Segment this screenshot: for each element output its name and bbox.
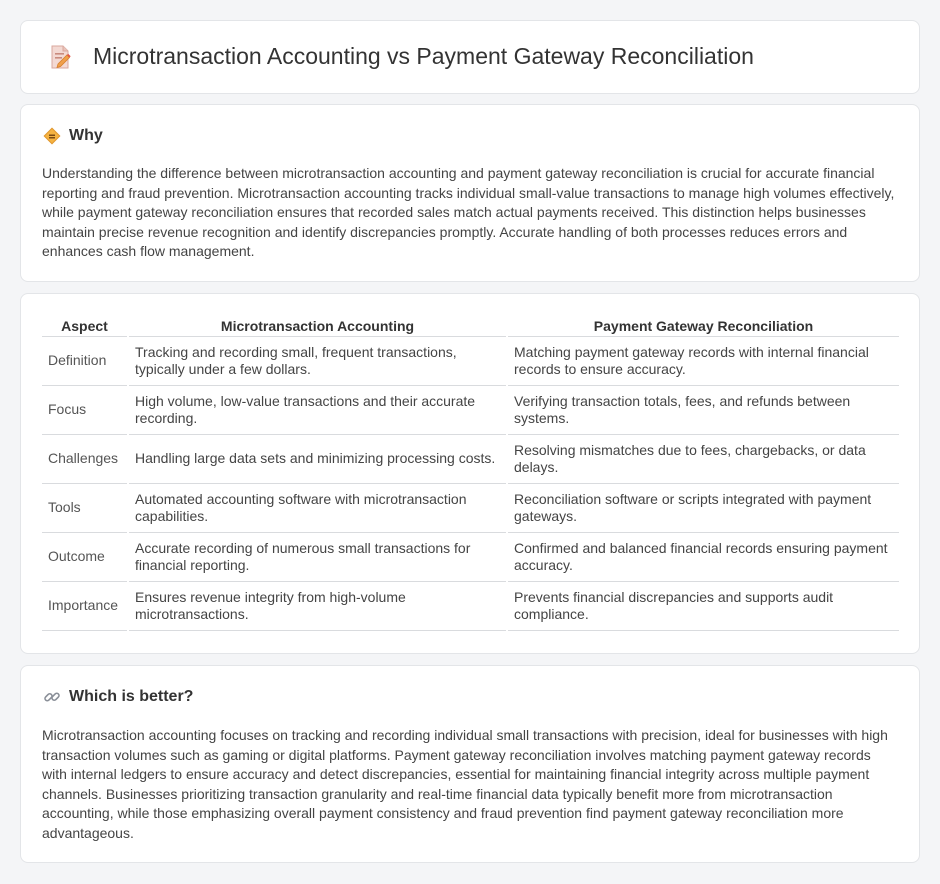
gateway-cell: Matching payment gateway records with internal financial records to ensure accuracy. — [507, 337, 899, 386]
header-aspect: Aspect — [42, 314, 128, 337]
table-row — [42, 337, 899, 386]
which-is-better-section — [20, 665, 920, 863]
microtransaction-cell: Accurate recording of numerous small transactions for financial reporting. — [128, 533, 507, 582]
link-icon — [43, 688, 61, 706]
gateway-cell: Resolving mismatches due to fees, chargebacks, or data delays. — [507, 435, 899, 484]
table-row — [42, 533, 899, 582]
why-heading: Why — [69, 127, 103, 144]
title-row — [47, 43, 754, 70]
aspect-cell: Focus — [42, 386, 128, 435]
microtransaction-cell: Automated accounting software with microtransaction capabilities. — [128, 484, 507, 533]
comparison-section — [20, 293, 920, 654]
better-paragraph: Microtransaction accounting focuses on tracking and recording individual small transactions with precision, ideal for businesses with high transaction volumes such as gaming or digital platforms. Payment gateway reconciliation involves matching payment gateway records with internal ledgers to ensure accuracy and detect discrepancies, essential for maintaining financial integrity across multiple payment channels. Businesses prioritizing transaction granularity and real-time financial data typically benefit more from microtransaction accounting, while those emphasizing overall payment consistency and fraud prevention find payment gateway reconciliation more advantageous. — [42, 727, 888, 841]
table-row — [42, 386, 899, 435]
why-heading-row — [43, 127, 103, 145]
why-paragraph: Understanding the difference between microtransaction accounting and payment gateway reconciliation is crucial for accurate financial reporting and fraud prevention. Microtransaction accounting tracks individual small-value transactions to manage high volumes effectively, while payment gateway reconciliation ensures that recorded sales match actual payments received. This distinction helps businesses maintain precise revenue recognition and identify discrepancies promptly. Accurate handling of both processes reduces errors and enhances cash flow management. — [42, 165, 895, 260]
header-gateway: Payment Gateway Reconciliation — [507, 314, 899, 337]
aspect-cell: Outcome — [42, 533, 128, 582]
table-row — [42, 484, 899, 533]
gateway-cell: Reconciliation software or scripts integrated with payment gateways. — [507, 484, 899, 533]
comparison-table — [42, 314, 899, 631]
edit-document-icon — [47, 44, 73, 70]
aspect-cell: Definition — [42, 337, 128, 386]
table-row — [42, 582, 899, 631]
title-card — [20, 20, 920, 94]
page-title: Microtransaction Accounting vs Payment Gateway Reconciliation — [93, 43, 754, 69]
aspect-cell: Tools — [42, 484, 128, 533]
aspect-cell: Challenges — [42, 435, 128, 484]
microtransaction-cell: High volume, low-value transactions and their accurate recording. — [128, 386, 507, 435]
microtransaction-cell: Tracking and recording small, frequent transactions, typically under a few dollars. — [128, 337, 507, 386]
diamond-warning-icon — [43, 127, 61, 145]
better-heading-row — [43, 688, 193, 706]
why-section — [20, 104, 920, 282]
better-heading: Which is better? — [69, 688, 194, 705]
aspect-cell: Importance — [42, 582, 128, 631]
header-microtransaction: Microtransaction Accounting — [128, 314, 507, 337]
gateway-cell: Prevents financial discrepancies and supports audit compliance. — [507, 582, 899, 631]
table-row — [42, 435, 899, 484]
gateway-cell: Verifying transaction totals, fees, and refunds between systems. — [507, 386, 899, 435]
microtransaction-cell: Handling large data sets and minimizing processing costs. — [128, 435, 507, 484]
gateway-cell: Confirmed and balanced financial records ensuring payment accuracy. — [507, 533, 899, 582]
table-header-row — [42, 314, 899, 337]
microtransaction-cell: Ensures revenue integrity from high-volume microtransactions. — [128, 582, 507, 631]
